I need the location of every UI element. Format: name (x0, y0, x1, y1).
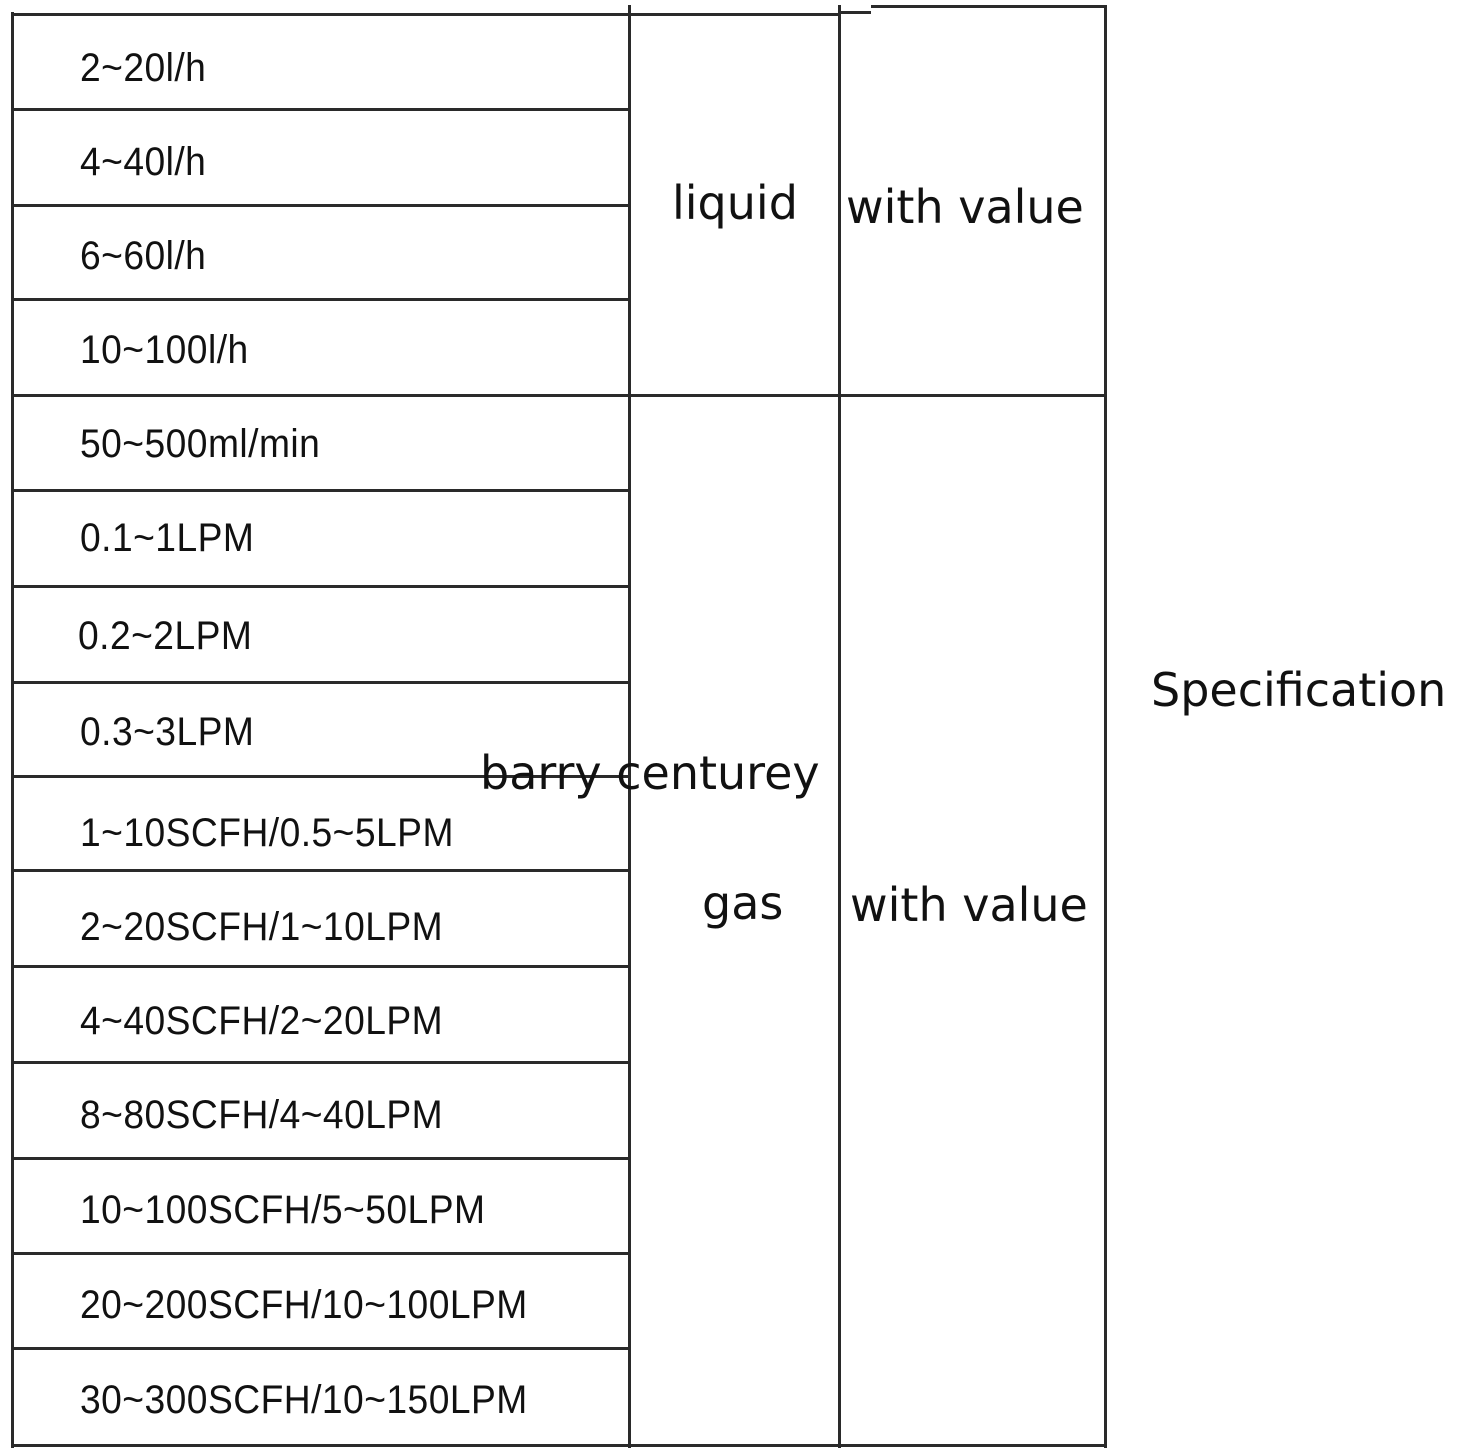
range-cell: 1~10SCFH/0.5~5LPM (80, 811, 454, 855)
row-divider (11, 108, 631, 111)
specification-header: Specification (1151, 663, 1447, 717)
table-top-border-mid (631, 13, 841, 16)
range-cell: 6~60l/h (80, 234, 207, 278)
range-cell: 20~200SCFH/10~100LPM (80, 1283, 528, 1327)
brand-watermark: barry centurey (480, 746, 820, 800)
table-bottom-border (11, 1444, 1107, 1447)
range-cell: 0.3~3LPM (80, 710, 255, 754)
range-cell: 2~20l/h (80, 46, 207, 90)
table-top-border-right (841, 11, 871, 14)
row-divider (11, 1061, 631, 1064)
range-cell: 50~500ml/min (80, 422, 321, 466)
range-cell: 10~100l/h (80, 328, 249, 372)
range-column-divider (628, 5, 631, 1448)
range-cell: 4~40SCFH/2~20LPM (80, 999, 444, 1043)
row-divider (11, 585, 631, 588)
table-right-border (1104, 5, 1107, 1448)
row-divider (11, 1347, 631, 1350)
range-cell: 30~300SCFH/10~150LPM (80, 1378, 528, 1422)
range-cell: 2~20SCFH/1~10LPM (80, 905, 444, 949)
row-divider (11, 489, 631, 492)
option-liquid-label: with value (846, 180, 1084, 234)
medium-column-divider (838, 5, 841, 1448)
group-divider (11, 394, 1107, 397)
option-gas-label: with value (850, 878, 1088, 932)
range-cell: 0.1~1LPM (80, 516, 255, 560)
table-left-border (11, 12, 14, 1448)
row-divider (11, 1252, 631, 1255)
table-top-border (11, 13, 631, 16)
row-divider (11, 298, 631, 301)
range-cell: 8~80SCFH/4~40LPM (80, 1093, 444, 1137)
row-divider (11, 869, 631, 872)
table-top-border-far-right (871, 5, 1107, 8)
row-divider (11, 681, 631, 684)
range-cell: 10~100SCFH/5~50LPM (80, 1188, 486, 1232)
medium-liquid-label: liquid (672, 176, 798, 230)
range-cell: 0.2~2LPM (78, 614, 253, 658)
row-divider (11, 965, 631, 968)
row-divider (11, 1157, 631, 1160)
medium-gas-label: gas (702, 876, 784, 930)
range-cell: 4~40l/h (80, 140, 207, 184)
row-divider (11, 204, 631, 207)
